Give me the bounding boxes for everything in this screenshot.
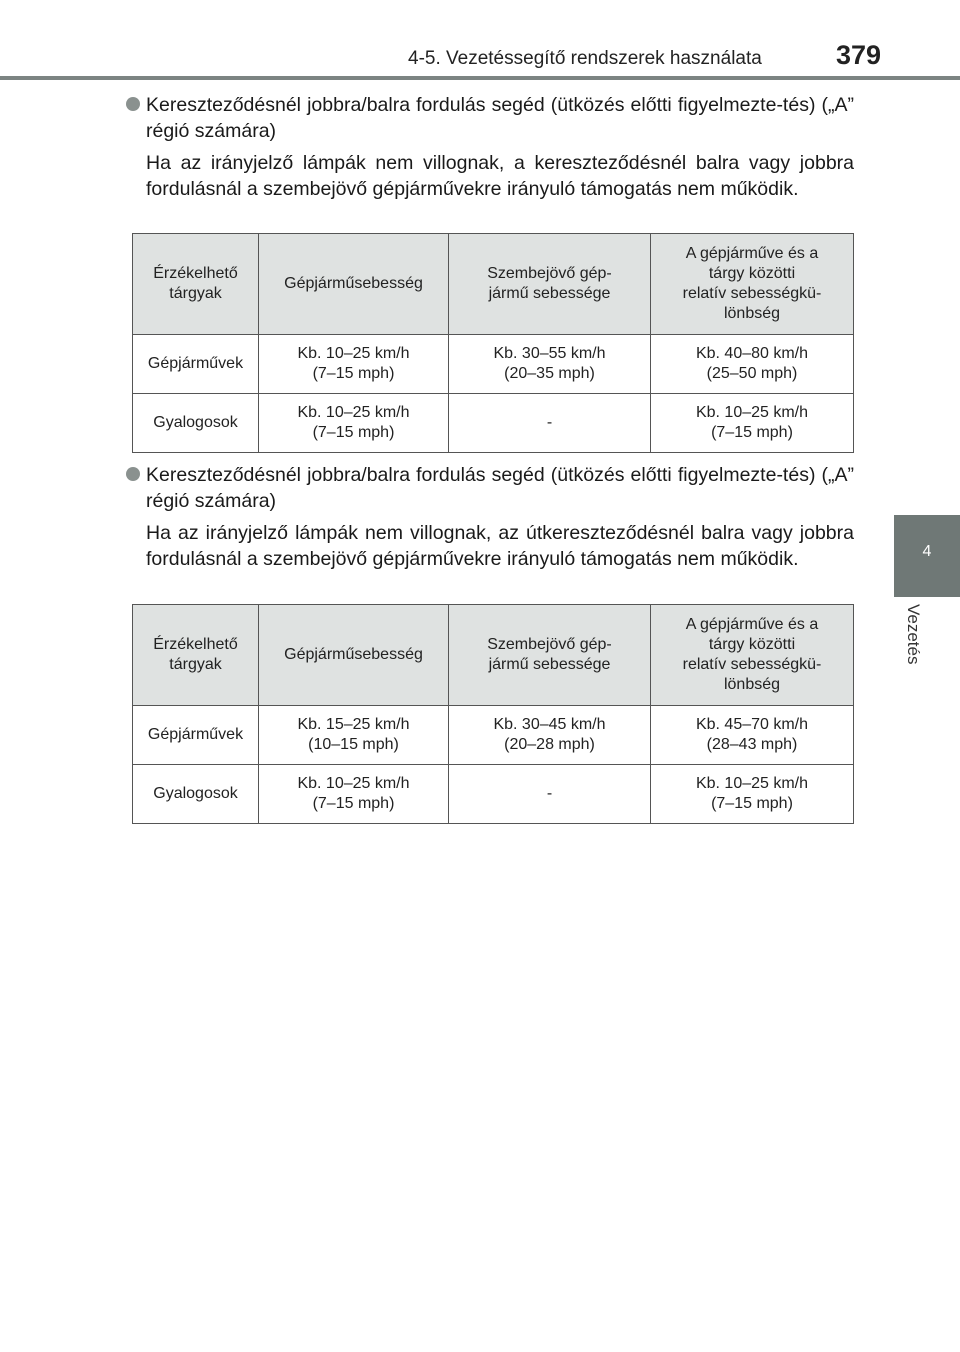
bullet-heading xyxy=(126,92,854,144)
table-cell: Kb. 10–25 km/h (7–15 mph) xyxy=(651,765,854,824)
table-header-row xyxy=(133,234,854,335)
header-cell: A gépjárműve és a tárgy közötti relatív sebességkü- lönbség xyxy=(651,234,854,335)
header-cell: Érzékelhető tárgyak xyxy=(133,605,259,706)
section-paragraph: Ha az irányjelző lámpák nem villognak, az útkereszteződésnél balra vagy jobbra fordulásnál a szembejövő gépjárművekre irányuló támogatás nem működik. xyxy=(146,522,854,570)
chapter-label xyxy=(896,604,930,684)
header-cell: Gépjárműsebesség xyxy=(259,234,449,335)
table-row xyxy=(133,394,854,453)
header-cell: A gépjárműve és a tárgy közötti relatív sebességkü- lönbség xyxy=(651,605,854,706)
bullet-heading-text: Kereszteződésnél jobbra/balra fordulás segéd (ütközés előtti figyelmezte-tés) („A” régió számára) xyxy=(146,94,854,142)
page-number: 379 xyxy=(836,40,882,70)
row-label: Gépjárművek xyxy=(133,706,259,765)
table-cell: - xyxy=(449,394,651,453)
header-divider xyxy=(0,76,960,80)
table-row xyxy=(133,335,854,394)
section-2 xyxy=(126,462,854,572)
table-cell: Kb. 10–25 km/h (7–15 mph) xyxy=(259,765,449,824)
speed-table-2 xyxy=(132,604,854,824)
chapter-label-text: Vezetés xyxy=(904,604,923,665)
table-cell: Kb. 10–25 km/h (7–15 mph) xyxy=(651,394,854,453)
speed-table-1 xyxy=(132,233,854,453)
chapter-number: 4 xyxy=(922,543,932,560)
table-cell: Kb. 45–70 km/h (28–43 mph) xyxy=(651,706,854,765)
header-cell: Szembejövő gép- jármű sebessége xyxy=(449,605,651,706)
table-cell: Kb. 30–55 km/h (20–35 mph) xyxy=(449,335,651,394)
bullet-heading-text: Kereszteződésnél jobbra/balra fordulás segéd (ütközés előtti figyelmezte-tés) („A” régió számára) xyxy=(146,464,854,512)
row-label: Gépjárművek xyxy=(133,335,259,394)
table-row xyxy=(133,706,854,765)
table-cell: Kb. 40–80 km/h (25–50 mph) xyxy=(651,335,854,394)
table-row xyxy=(133,765,854,824)
bullet-heading xyxy=(126,462,854,514)
chapter-tab xyxy=(894,515,960,597)
row-label: Gyalogosok xyxy=(133,765,259,824)
table-cell: Kb. 30–45 km/h (20–28 mph) xyxy=(449,706,651,765)
header-cell: Szembejövő gép- jármű sebessége xyxy=(449,234,651,335)
bullet-icon xyxy=(126,97,140,111)
table-cell: Kb. 10–25 km/h (7–15 mph) xyxy=(259,335,449,394)
section-paragraph: Ha az irányjelző lámpák nem villognak, a kereszteződésnél balra vagy jobbra fordulásnál a szembejövő gépjárművekre irányuló támogatás nem működik. xyxy=(146,152,854,200)
bullet-icon xyxy=(126,467,140,481)
header-cell: Gépjárműsebesség xyxy=(259,605,449,706)
section-1 xyxy=(126,92,854,202)
table-cell: Kb. 15–25 km/h (10–15 mph) xyxy=(259,706,449,765)
table-cell: Kb. 10–25 km/h (7–15 mph) xyxy=(259,394,449,453)
table-header-row xyxy=(133,605,854,706)
row-label: Gyalogosok xyxy=(133,394,259,453)
table-cell: - xyxy=(449,765,651,824)
section-title: 4-5. Vezetéssegítő rendszerek használata xyxy=(408,48,762,69)
header-cell: Érzékelhető tárgyak xyxy=(133,234,259,335)
